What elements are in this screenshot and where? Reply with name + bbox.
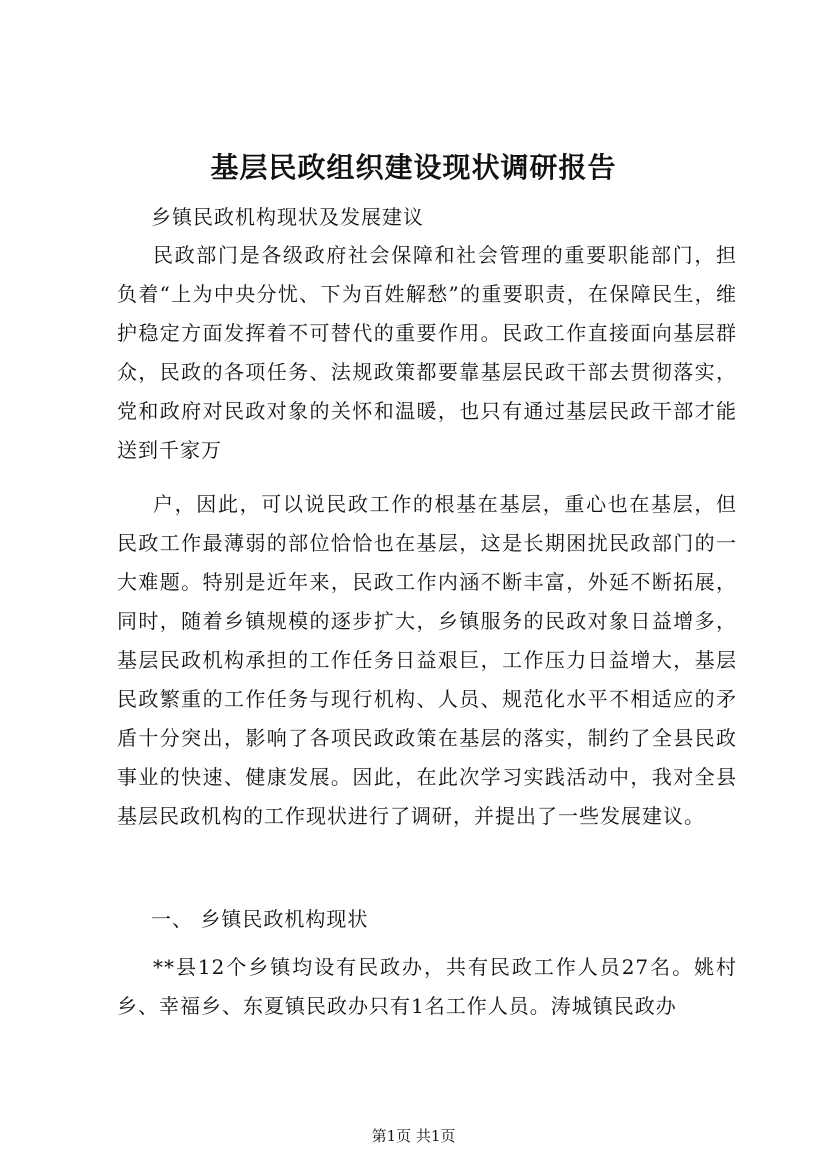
document-subtitle: 乡镇民政机构现状及发展建议 — [151, 205, 424, 229]
page-footer: 第1页 共1页 — [371, 1127, 456, 1145]
paragraph-3: **县12个乡镇均设有民政办，共有民政工作人员27名。姚村乡、幸福乡、东夏镇民政办只有1名工作人员。涛城镇民政办 — [117, 955, 737, 1018]
paragraph-1: 民政部门是各级政府社会保障和社会管理的重要职能部门，担负着“上为中央分忧、下为百姓解愁”的重要职责，在保障民生，维护稳定方面发挥着不可替代的重要作用。民政工作直接面向基层群众，民政的各项任务、法规政策都要靠基层民政干部去贯彻落实，党和政府对民政对象的关怀和温暖，也只有通过基层民政干部才能送到千家万 — [117, 243, 737, 462]
section-heading: 一、 乡镇民政机构现状 — [151, 907, 369, 931]
document-title: 基层民政组织建设现状调研报告 — [210, 151, 617, 184]
paragraph-2: 户，因此，可以说民政工作的根基在基层，重心也在基层，但民政工作最薄弱的部位恰恰也在基层，这是长期困扰民政部门的一大难题。特别是近年来，民政工作内涵不断丰富，外延不断拓展，同时，随着乡镇规模的逐步扩大，乡镇服务的民政对象日益增多，基层民政机构承担的工作任务日益艰巨，工作压力日益增大，基层民政繁重的工作任务与现行机构、人员、规范化水平不相适应的矛盾十分突出，影响了各项民政政策在基层的落实，制约了全县民政事业的快速、健康发展。因此，在此次学习实践活动中，我对全县基层民政机构的工作现状进行了调研，并提出了一些发展建议。 — [117, 492, 737, 828]
